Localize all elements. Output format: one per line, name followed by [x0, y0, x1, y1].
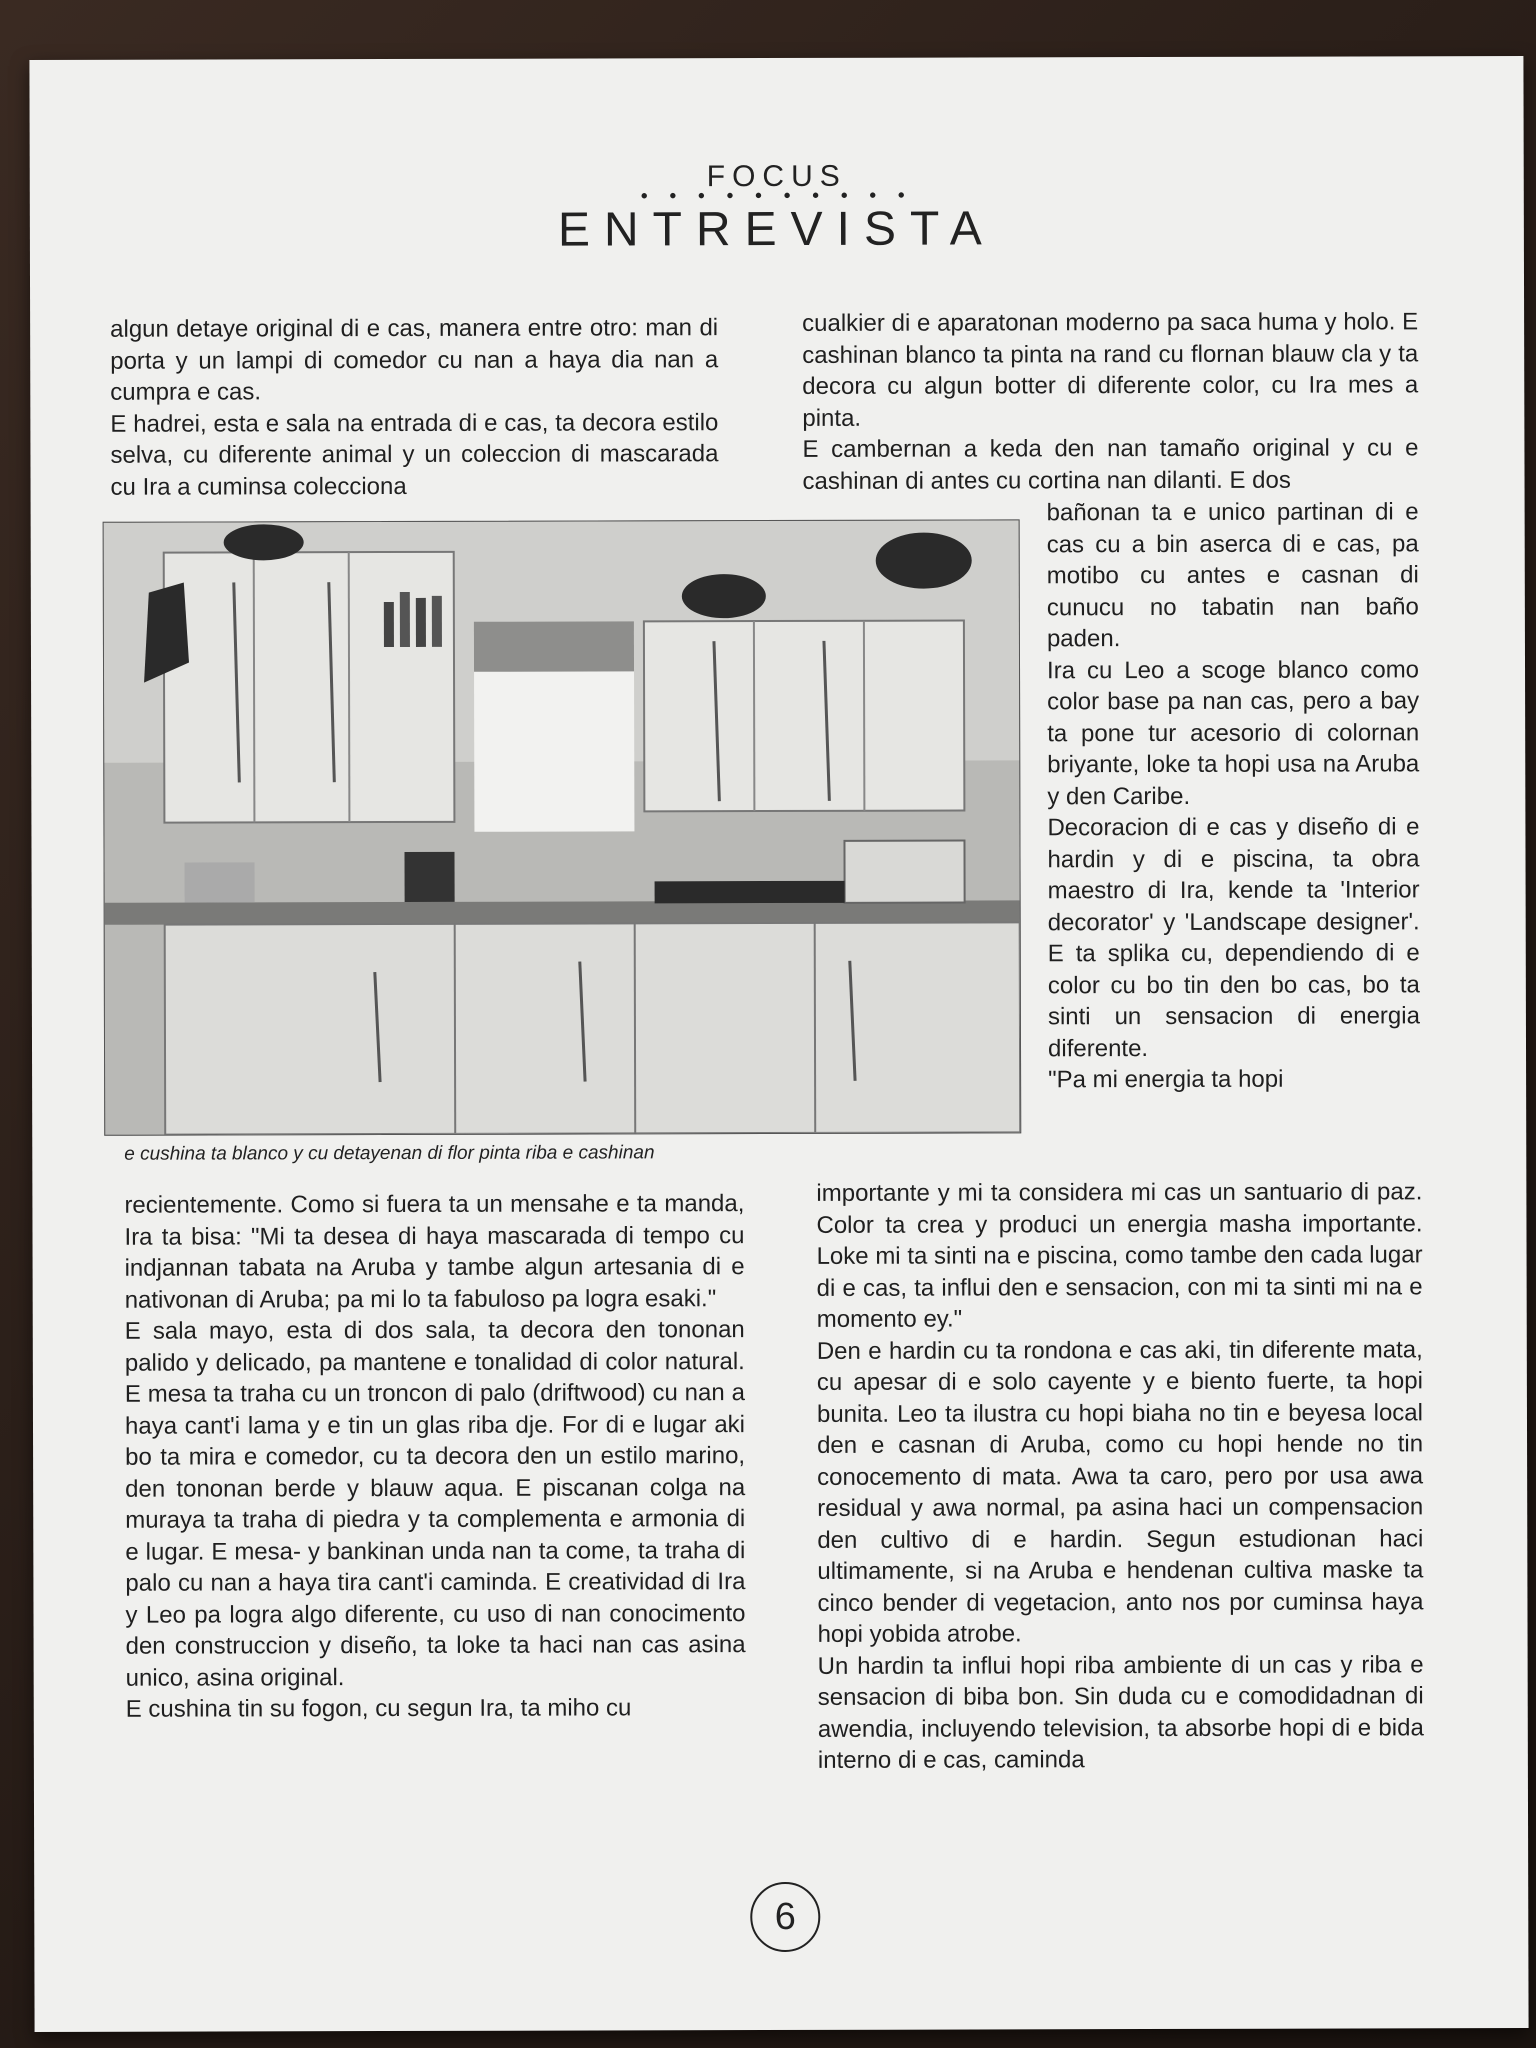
photo-caption: e cushina ta blanco y cu detayenan di flor pinta riba e cashinan [124, 1142, 655, 1165]
paragraph: E cambernan a keda den nan tamaño original y cu e cashinan di antes cu cortina nan dilanti. E dos [802, 434, 1419, 495]
page-number: 6 [750, 1882, 820, 1952]
paragraph: Den e hardin cu ta rondona e cas aki, tin diferente mata, cu apesar di e solo cayente y e biento fuerte, ta hopi bunita. Leo ta ilustra cu hopi biaha no tin e beyesa local den e casnan di Aruba, como cu hopi hende no tin conocemento di mata. Awa ta caro, pero por usa awa residual y awa normal, pa asina haci un compensacion den cultivo di e hardin. Segun estudionan haci ultimamente, si na Aruba e hendenan cultiva maske ta cinco bender di vegetacion, anto nos por cuminsa haya hopi yobida atrobe. [816, 1335, 1424, 1648]
section-kicker: FOCUS [706, 159, 847, 194]
right-column-beside-photo [1047, 496, 1421, 1095]
right-column-bottom [816, 1176, 1424, 1776]
paragraph: Decoracion di e cas y diseño di e hardin y di e piscina, ta obra maestro di Ira, kende ta 'Interior decorator' y 'Landscape designer'. E ta splika cu, dependiendo di e color cu bo tin den bo cas, bo ta sinti un sensacion di energia diferente. [1047, 813, 1420, 1062]
paragraph: "Pa mi energia ta hopi [1048, 1065, 1284, 1094]
paragraph: algun detaye original di e cas, manera entre otro: man di porta y un lampi di comedor cu nan a haya dia nan a cumpra e cas. [110, 314, 719, 406]
left-column-bottom [124, 1188, 745, 1725]
section-header [30, 158, 1524, 259]
right-column-top [802, 306, 1418, 497]
paragraph: recientemente. Como si fuera ta un mensahe e ta manda, Ira ta bisa: "Mi ta desea di haya mascarada di tempo cu indjannan tabata na Aruba y tambe algun artesania di e nativonan di Aruba; pa mi lo ta fabuloso pa logra esaki." [124, 1190, 745, 1314]
kitchen-photo [103, 519, 1022, 1135]
dotted-rule: • • • • • • • • • • [640, 184, 913, 208]
paragraph: E hadrei, esta e sala na entrada di e cas, ta decora estilo selva, cu diferente animal y un coleccion di mascarada cu Ira a cuminsa colecciona [110, 408, 719, 501]
paragraph: E cushina tin su fogon, cu segun Ira, ta miho cu [125, 1694, 632, 1723]
paragraph: importante y mi ta considera mi cas un santuario di paz. Color ta crea y produci un energia masha importante. Loke mi ta sinti na e piscina, como tambe den cada lugar di e cas, ta influi den e sensacion, con mi ta sinti mi na e momento ey." [816, 1178, 1423, 1333]
paragraph: E sala mayo, esta di dos sala, ta decora den tononan palido y delicado, pa mantene e tonalidad di color natural. E mesa ta traha cu un troncon di palo (driftwood) cu nan a haya cant'i lama y e tin un glas riba dje. For di e lugar aki bo ta mira e comedor, cu ta decora den un estilo marino, den tononan berde y blauw aqua. E piscanan colga na muraya ta traha di piedra y ta complementa e armonia di e lugar. E mesa- y bankinan unda nan ta come, ta traha di palo cu nan a haya tira cant'i caminda. E creatividad di Ira y Leo pa logra algo diferente, cu uso di nan conocimento den construccion y diseño, ta loke ta haci nan cas asina unico, asina original. [124, 1316, 746, 1692]
left-column-top [110, 312, 718, 503]
paragraph: Ira cu Leo a scoge blanco como color base pa nan cas, pero a bay ta pone tur acesorio di colornan briyante, loke ta hopi usa na Aruba y den Caribe. [1046, 655, 1420, 810]
section-title: ENTREVISTA [557, 202, 996, 257]
paragraph: Un hardin ta influi hopi riba ambiente di un cas y riba e sensacion di biba bon. Sin duda cu e comodidadnan di awendia, incluyendo television, ta absorbe hopi di e bida interno di e cas, caminda [817, 1650, 1424, 1774]
magazine-page [29, 56, 1528, 2032]
paragraph: cualkier di e aparatonan moderno pa saca huma y holo. E cashinan blanco ta pinta na rand cu flornan blauw cla y ta decora cu algun botter di diferente color, cu Ira mes a pinta. [802, 308, 1419, 432]
paragraph: bañonan ta e unico partinan di e cas cu a bin aserca di e cas, pa motibo cu antes e casnan di cunucu no tabatin nan baño paden. [1046, 498, 1419, 653]
